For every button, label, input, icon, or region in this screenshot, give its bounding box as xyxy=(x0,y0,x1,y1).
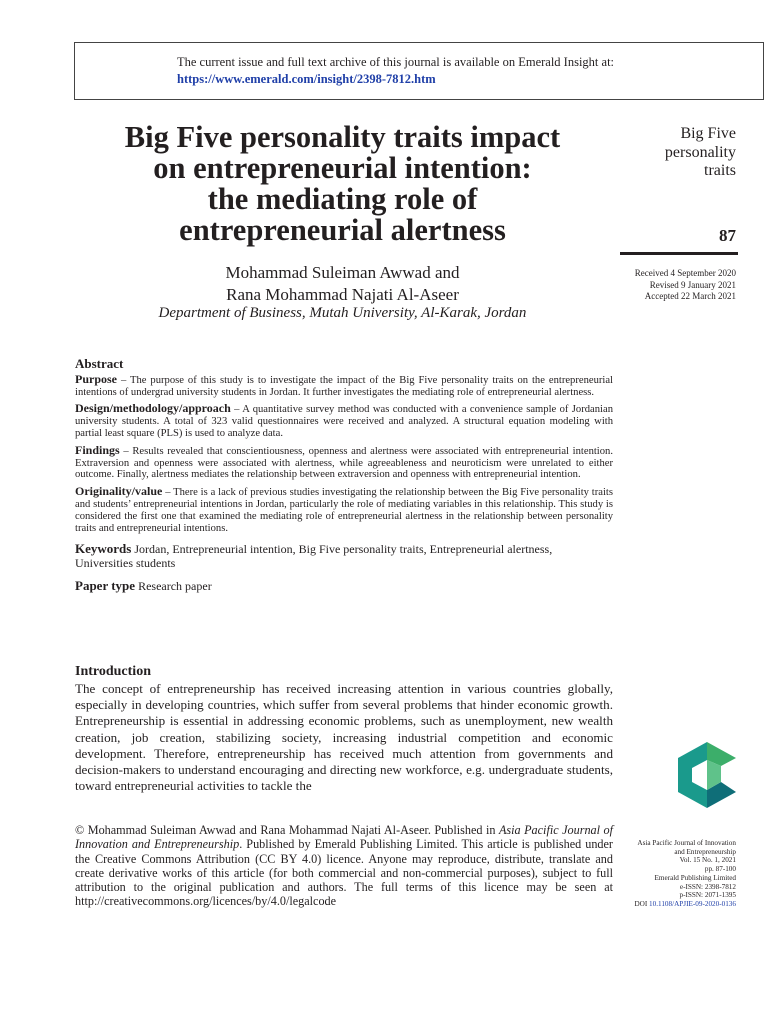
abstract-design xyxy=(75,403,613,439)
journal-eissn: e-ISSN: 2398-7812 xyxy=(679,882,736,891)
revised-date: Revised 9 January 2021 xyxy=(649,279,736,290)
article-title xyxy=(60,122,625,246)
running-title xyxy=(620,125,736,181)
abstract-originality xyxy=(75,486,613,534)
originality-text: – There is a lack of previous studies investigating the relationship between the Big Five personality traits and students’ entrepreneurial intentions in Jordan, particularly the role of mediating variables in this relationship. This study is considered the first one that examined the mediating role of entrepreneurial alertness in the relationship between personality traits and entrepreneurial intentions. xyxy=(75,487,613,534)
keywords xyxy=(75,542,613,570)
running-title-line: Big Five xyxy=(680,125,736,142)
title-line: the mediating role of xyxy=(207,182,478,216)
license-statement xyxy=(75,823,613,909)
findings-text: – Results revealed that conscientiousness, openness and alertness were associated with entrepreneurial intention. Extraversion and openness were associated with alertness, while agreeableness and neuroticism were unrelated to either outcome. Finally, alertness mediates the relationship between extraversion and openness with entrepreneurial intention. xyxy=(75,445,613,481)
journal-pissn: p-ISSN: 2071-1395 xyxy=(679,891,736,900)
running-title-line: personality xyxy=(664,143,736,161)
received-date: Received 4 September 2020 xyxy=(634,268,736,278)
archive-notice-text: The current issue and full text archive of this journal is available on Emerald Insight at: xyxy=(177,55,615,69)
license-text-2: . Published by Emerald Publishing Limited. This article is published under the Creative Commons Attribution (CC BY 4.0) licence. Anyone may reproduce, distribute, translate and create derivative works of this article (for both commercial and non-commercial purposes), subject to full attribution to the original publication and authors. The full terms of this licence may be seen at http://creativecommons.org/licences/by/4.0/legalcode xyxy=(75,837,613,909)
license-text-1: © Mohammad Suleiman Awwad and Rana Mohammad Najati Al-Aseer. Published in xyxy=(75,823,499,837)
abstract-heading: Abstract xyxy=(75,356,124,371)
emerald-logo-icon xyxy=(676,740,738,810)
article-dates xyxy=(600,268,736,303)
journal-pages: pp. 87-100 xyxy=(704,865,736,874)
originality-label: Originality/value xyxy=(75,484,163,499)
title-line: Big Five personality traits impact xyxy=(124,120,561,154)
journal-volume: Vol. 15 No. 1, 2021 xyxy=(679,856,736,865)
doi-link[interactable]: 10.1108/APJIE-09-2020-0136 xyxy=(649,899,736,908)
doi-label: DOI xyxy=(634,899,650,908)
design-text: – A quantitative survey method was conducted with a convenience sample of Jordanian university students. A total of 323 valid questionnaires were received and analyzed. A structural equation modeling with partial least square (PLS) is used to analyze data. xyxy=(75,404,613,439)
title-line: on entrepreneurial intention: xyxy=(153,151,532,185)
introduction-heading: Introduction xyxy=(75,664,151,679)
findings-label: Findings xyxy=(75,442,120,457)
design-label: Design/methodology/approach xyxy=(75,401,231,416)
introduction-text: The concept of entrepreneurship has received increasing attention in various countries globally, especially in developing countries, which suffer from several problems that hinder economic growth. Entrepreneurship is essential in addressing economic problems, such as unemployment, new wealth creation, job creation, stabilizing society, increasing industrial competition and economic development. Therefore, entrepreneurship has received much attention from governments and decision-makers to understand encouraging and directing new workforce, e.g. undergraduate students, toward entrepreneurial activities to tackle the xyxy=(75,681,613,794)
purpose-text: – The purpose of this study is to investigate the impact of the Big Five personality traits on the entrepreneurial intentions of undergrad university students in Jordan. It further investigates the mediating role of entrepreneurial alertness. xyxy=(75,374,613,398)
journal-name-line: Asia Pacific Journal of Innovation xyxy=(637,839,736,847)
keywords-label: Keywords xyxy=(75,541,132,557)
archive-notice-box xyxy=(74,42,764,100)
archive-url-link[interactable]: https://www.emerald.com/insight/2398-7812.htm xyxy=(177,72,436,86)
journal-info xyxy=(592,839,736,909)
abstract-findings xyxy=(75,442,613,481)
journal-name-line: and Entrepreneurship xyxy=(674,847,736,856)
authors xyxy=(60,262,625,306)
keywords-text: Jordan, Entrepreneurial intention, Big Five personality traits, Entrepreneurial alertness, Universities students xyxy=(75,542,553,571)
purpose-label: Purpose xyxy=(75,371,117,386)
running-title-line: traits xyxy=(704,162,736,179)
margin-rule xyxy=(620,252,738,255)
abstract-section xyxy=(75,358,613,593)
license-journal-name: Asia Pacific Journal of Innovation and Entrepreneurship xyxy=(75,823,614,852)
paper-type-label: Paper type xyxy=(75,578,136,594)
journal-publisher: Emerald Publishing Limited xyxy=(654,873,736,882)
author-line: Mohammad Suleiman Awwad and xyxy=(225,263,460,282)
page-number: 87 xyxy=(719,226,736,245)
title-line: entrepreneurial alertness xyxy=(179,213,506,247)
affiliation: Department of Business, Mutah University, Al-Karak, Jordan xyxy=(158,305,527,321)
introduction-section xyxy=(75,664,613,794)
paper-type-text: Research paper xyxy=(135,579,212,594)
accepted-date: Accepted 22 March 2021 xyxy=(644,291,736,301)
author-line: Rana Mohammad Najati Al-Aseer xyxy=(226,285,459,304)
journal-doi xyxy=(592,900,736,909)
abstract-purpose xyxy=(75,371,613,399)
logo-left-face xyxy=(678,742,707,808)
paper-type xyxy=(75,580,613,593)
